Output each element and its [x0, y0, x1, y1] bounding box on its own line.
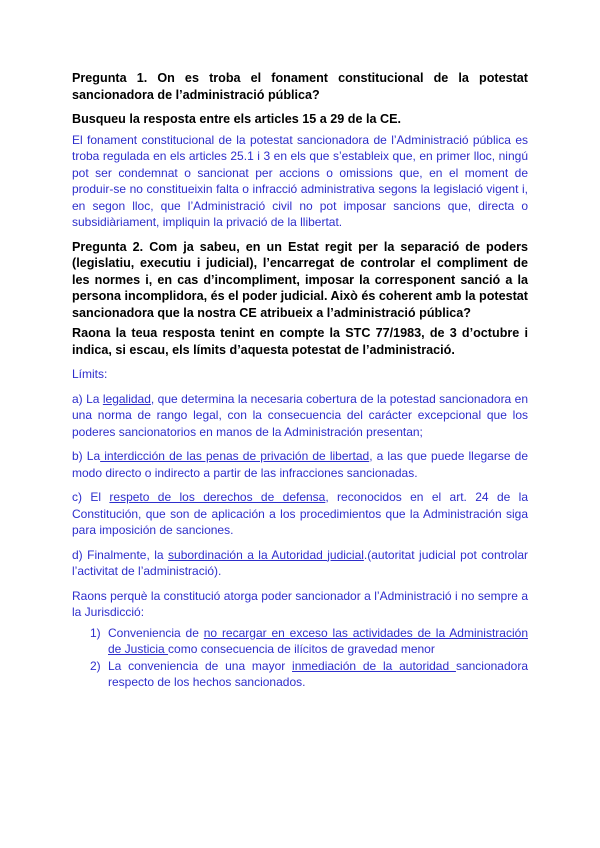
reason-text: como consecuencia de ilícitos de gravedad menor	[168, 642, 435, 656]
limit-a-keyword: legalidad	[102, 391, 151, 406]
document-body	[72, 70, 528, 691]
reason-prefix: Conveniencia de	[108, 625, 204, 640]
limit-c-keyword: respeto de los derechos de defensa	[109, 490, 326, 504]
limit-b-prefix: b) La	[72, 449, 101, 463]
limit-d-keyword: subordinación a la Autoridad judicial	[168, 547, 364, 562]
reason-keyword: inmediación de la autoridad	[292, 658, 456, 673]
question-2-instruction: Raona la teua resposta tenint en compte la STC 77/1983, de 3 d’octubre i indica, si escau, els límits d’aquesta potestat de l’administració.	[72, 326, 528, 357]
limit-a	[72, 391, 528, 441]
reason-prefix: La conveniencia de una mayor	[108, 658, 293, 673]
reasons-heading: Raons perquè la constitució atorga poder sancionador a l’Administració i no sempre a la Jurisdicció:	[72, 588, 528, 619]
limit-b-keyword: interdicción de las penas de privación de libertad	[100, 449, 370, 463]
limit-a-prefix: a) La	[72, 391, 103, 406]
reasons-list	[72, 625, 528, 691]
reason-keyword: no recargar en exceso las actividades de la Administración de Justicia	[108, 625, 528, 656]
question-1-title: Pregunta 1. On es troba el fonament constitucional de la potestat sancionadora de l’administració pública?	[72, 71, 528, 102]
reason-text: sancionadora respecto de los hechos sancionados.	[108, 658, 528, 689]
question-1-hint: Busqueu la resposta entre els articles 15 a 29 de la CE.	[72, 112, 401, 126]
limit-d	[72, 547, 528, 580]
question-1-answer: El fonament constitucional de la potestat sancionadora de l’Administració pública es troba regulada en els articles 25.1 i 3 en els que s’estableix que, en primer lloc, ningú pot ser condemnat o sancionat per accions o omissions que, en el moment de produir-se no constitueixin falta o infracció administrativa segons la legislació vigent i, en segon lloc, que l’Administració civil no pot imposar sancions que, directa o subsidiàriament, impliquin la privació de la llibertat.	[72, 132, 528, 229]
limit-d-text: .(autoritat judicial pot controlar l’activitat de l’administració).	[72, 547, 528, 578]
limits-heading: Límits:	[72, 367, 108, 381]
question-2-title: Pregunta 2. Com ja sabeu, en un Estat regit per la separació de poders (legislatiu, executiu i judicial), l’encarregat de controlar el compliment de les normes i, en cas d’incompliment, imposar la corresponent sanció a la persona incomplidora, és el poder judicial. Això és coherent amb la potestat sancionadora que la nostra CE atribueix a l’administració pública?	[72, 239, 528, 320]
limit-a-text: , que determina la necesaria cobertura de la potestad sancionadora en una norma de rango legal, con la consecuencia del carácter excepcional que los poderes sancionatorios en manos de la Administración presentan;	[72, 391, 529, 439]
reason-number: 2)	[90, 658, 101, 673]
limit-d-prefix: d) Finalmente, la	[72, 547, 169, 562]
reason-item-2	[72, 658, 528, 691]
reason-number: 1)	[90, 625, 101, 640]
reason-item-1	[72, 625, 528, 658]
limit-c	[72, 489, 528, 539]
limit-c-prefix: c) El	[72, 490, 110, 504]
limit-b	[72, 448, 528, 481]
limit-b-text: , a las que puede llegarse de modo directo o indirecto a partir de las infracciones sancionadas.	[72, 449, 528, 480]
limit-c-text: , reconocidos en el art. 24 de la Constitución, que son de aplicación a los procedimientos que la Administración siga para imposición de sanciones.	[72, 490, 529, 537]
